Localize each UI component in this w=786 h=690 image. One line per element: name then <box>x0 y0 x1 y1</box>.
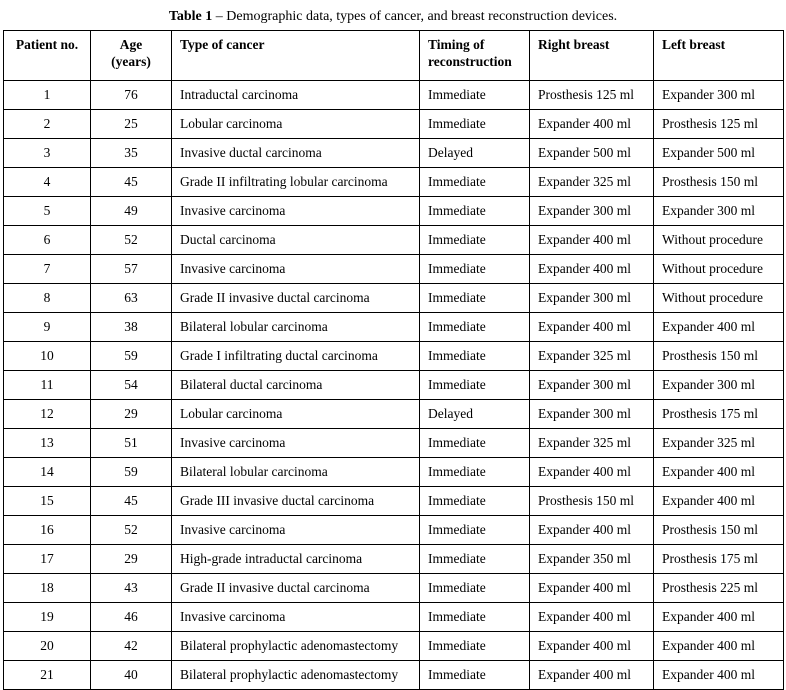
cell-right-breast: Prosthesis 150 ml <box>530 487 654 516</box>
cell-timing: Immediate <box>420 545 530 574</box>
cell-type-of-cancer: Lobular carcinoma <box>172 110 420 139</box>
cell-type-of-cancer: Bilateral lobular carcinoma <box>172 313 420 342</box>
cell-right-breast: Expander 400 ml <box>530 110 654 139</box>
cell-age: 45 <box>91 168 172 197</box>
cell-timing: Immediate <box>420 574 530 603</box>
table-caption-label: Table 1 <box>168 9 213 24</box>
table-row <box>4 458 784 487</box>
header-patient-no: Patient no. <box>4 31 91 81</box>
cell-patient-no: 5 <box>4 197 91 226</box>
cell-patient-no: 6 <box>4 226 91 255</box>
table-row <box>4 81 784 110</box>
cell-age: 52 <box>91 516 172 545</box>
cell-patient-no: 18 <box>4 574 91 603</box>
cell-left-breast: Expander 400 ml <box>654 487 784 516</box>
cell-timing: Immediate <box>420 110 530 139</box>
cell-left-breast: Expander 300 ml <box>654 371 784 400</box>
cell-timing: Immediate <box>420 632 530 661</box>
cell-left-breast: Prosthesis 125 ml <box>654 110 784 139</box>
cell-timing: Immediate <box>420 342 530 371</box>
cell-timing: Immediate <box>420 603 530 632</box>
table-row <box>4 342 784 371</box>
table-row <box>4 545 784 574</box>
header-left-breast: Left breast <box>654 31 784 81</box>
cell-right-breast: Expander 300 ml <box>530 400 654 429</box>
cell-age: 49 <box>91 197 172 226</box>
cell-patient-no: 19 <box>4 603 91 632</box>
cell-right-breast: Expander 325 ml <box>530 168 654 197</box>
table-row <box>4 661 784 690</box>
cell-left-breast: Prosthesis 150 ml <box>654 168 784 197</box>
cell-timing: Immediate <box>420 487 530 516</box>
cell-left-breast: Without procedure <box>654 284 784 313</box>
cell-age: 57 <box>91 255 172 284</box>
cell-type-of-cancer: Grade II infiltrating lobular carcinoma <box>172 168 420 197</box>
header-timing <box>420 31 530 81</box>
cell-patient-no: 4 <box>4 168 91 197</box>
cell-type-of-cancer: Invasive carcinoma <box>172 255 420 284</box>
cell-type-of-cancer: Invasive ductal carcinoma <box>172 139 420 168</box>
cell-age: 45 <box>91 487 172 516</box>
cell-patient-no: 1 <box>4 81 91 110</box>
cell-patient-no: 3 <box>4 139 91 168</box>
cell-age: 29 <box>91 545 172 574</box>
cell-patient-no: 15 <box>4 487 91 516</box>
cell-type-of-cancer: Bilateral lobular carcinoma <box>172 458 420 487</box>
cell-right-breast: Expander 400 ml <box>530 661 654 690</box>
cell-left-breast: Prosthesis 175 ml <box>654 545 784 574</box>
cell-right-breast: Expander 400 ml <box>530 313 654 342</box>
cell-type-of-cancer: Grade II invasive ductal carcinoma <box>172 574 420 603</box>
cell-left-breast: Expander 400 ml <box>654 458 784 487</box>
cell-right-breast: Expander 400 ml <box>530 458 654 487</box>
header-age-line2: (years) <box>111 54 151 69</box>
table-row <box>4 400 784 429</box>
cell-timing: Delayed <box>420 400 530 429</box>
cell-left-breast: Prosthesis 150 ml <box>654 516 784 545</box>
cell-type-of-cancer: Invasive carcinoma <box>172 603 420 632</box>
table-row <box>4 313 784 342</box>
cell-left-breast: Expander 325 ml <box>654 429 784 458</box>
cell-right-breast: Expander 400 ml <box>530 632 654 661</box>
cell-age: 59 <box>91 342 172 371</box>
cell-type-of-cancer: Grade I infiltrating ductal carcinoma <box>172 342 420 371</box>
table-row <box>4 603 784 632</box>
cell-left-breast: Without procedure <box>654 226 784 255</box>
table-row <box>4 139 784 168</box>
cell-type-of-cancer: Ductal carcinoma <box>172 226 420 255</box>
header-timing-line2: reconstruction <box>428 54 512 69</box>
cell-age: 52 <box>91 226 172 255</box>
table-row <box>4 516 784 545</box>
cell-right-breast: Expander 325 ml <box>530 342 654 371</box>
cell-timing: Immediate <box>420 226 530 255</box>
table-row <box>4 110 784 139</box>
cell-type-of-cancer: Bilateral ductal carcinoma <box>172 371 420 400</box>
cell-timing: Immediate <box>420 661 530 690</box>
cell-left-breast: Expander 400 ml <box>654 661 784 690</box>
cell-right-breast: Expander 400 ml <box>530 226 654 255</box>
demographic-table <box>3 30 784 690</box>
cell-right-breast: Expander 300 ml <box>530 284 654 313</box>
cell-type-of-cancer: Intraductal carcinoma <box>172 81 420 110</box>
cell-right-breast: Expander 300 ml <box>530 371 654 400</box>
header-age-line1: Age <box>119 37 143 52</box>
cell-right-breast: Expander 400 ml <box>530 574 654 603</box>
cell-left-breast: Prosthesis 225 ml <box>654 574 784 603</box>
cell-patient-no: 13 <box>4 429 91 458</box>
cell-age: 51 <box>91 429 172 458</box>
cell-timing: Immediate <box>420 516 530 545</box>
cell-patient-no: 17 <box>4 545 91 574</box>
cell-right-breast: Expander 300 ml <box>530 197 654 226</box>
cell-right-breast: Expander 400 ml <box>530 603 654 632</box>
cell-timing: Immediate <box>420 371 530 400</box>
cell-left-breast: Expander 300 ml <box>654 197 784 226</box>
cell-age: 40 <box>91 661 172 690</box>
cell-timing: Immediate <box>420 168 530 197</box>
cell-age: 43 <box>91 574 172 603</box>
cell-type-of-cancer: Bilateral prophylactic adenomastectomy <box>172 661 420 690</box>
cell-patient-no: 21 <box>4 661 91 690</box>
table-row <box>4 226 784 255</box>
cell-patient-no: 7 <box>4 255 91 284</box>
cell-patient-no: 20 <box>4 632 91 661</box>
cell-patient-no: 8 <box>4 284 91 313</box>
cell-left-breast: Expander 400 ml <box>654 313 784 342</box>
cell-left-breast: Without procedure <box>654 255 784 284</box>
cell-type-of-cancer: Grade II invasive ductal carcinoma <box>172 284 420 313</box>
cell-age: 59 <box>91 458 172 487</box>
cell-right-breast: Expander 500 ml <box>530 139 654 168</box>
cell-age: 35 <box>91 139 172 168</box>
cell-left-breast: Prosthesis 150 ml <box>654 342 784 371</box>
cell-timing: Immediate <box>420 255 530 284</box>
cell-age: 38 <box>91 313 172 342</box>
table-caption <box>0 8 786 26</box>
table-row <box>4 197 784 226</box>
cell-timing: Immediate <box>420 197 530 226</box>
cell-age: 63 <box>91 284 172 313</box>
cell-timing: Immediate <box>420 429 530 458</box>
header-right-breast: Right breast <box>530 31 654 81</box>
cell-left-breast: Expander 400 ml <box>654 603 784 632</box>
cell-timing: Immediate <box>420 81 530 110</box>
table-body <box>4 81 784 690</box>
cell-timing: Immediate <box>420 458 530 487</box>
cell-patient-no: 11 <box>4 371 91 400</box>
cell-left-breast: Expander 400 ml <box>654 632 784 661</box>
cell-right-breast: Expander 400 ml <box>530 516 654 545</box>
cell-patient-no: 9 <box>4 313 91 342</box>
table-header <box>4 31 784 81</box>
cell-patient-no: 14 <box>4 458 91 487</box>
cell-left-breast: Expander 300 ml <box>654 81 784 110</box>
table-row <box>4 487 784 516</box>
cell-right-breast: Prosthesis 125 ml <box>530 81 654 110</box>
cell-left-breast: Expander 500 ml <box>654 139 784 168</box>
cell-type-of-cancer: High-grade intraductal carcinoma <box>172 545 420 574</box>
cell-patient-no: 16 <box>4 516 91 545</box>
cell-left-breast: Prosthesis 175 ml <box>654 400 784 429</box>
header-age <box>91 31 172 81</box>
table-row <box>4 168 784 197</box>
cell-timing: Delayed <box>420 139 530 168</box>
cell-patient-no: 2 <box>4 110 91 139</box>
header-type-of-cancer: Type of cancer <box>172 31 420 81</box>
cell-type-of-cancer: Grade III invasive ductal carcinoma <box>172 487 420 516</box>
table-row <box>4 255 784 284</box>
table-row <box>4 371 784 400</box>
cell-patient-no: 10 <box>4 342 91 371</box>
cell-type-of-cancer: Invasive carcinoma <box>172 197 420 226</box>
table-caption-text: – Demographic data, types of cancer, and breast reconstruction devices. <box>212 9 618 24</box>
table-row <box>4 574 784 603</box>
cell-right-breast: Expander 400 ml <box>530 255 654 284</box>
cell-age: 54 <box>91 371 172 400</box>
cell-age: 76 <box>91 81 172 110</box>
cell-type-of-cancer: Invasive carcinoma <box>172 429 420 458</box>
cell-patient-no: 12 <box>4 400 91 429</box>
cell-age: 25 <box>91 110 172 139</box>
cell-age: 46 <box>91 603 172 632</box>
cell-type-of-cancer: Lobular carcinoma <box>172 400 420 429</box>
cell-type-of-cancer: Invasive carcinoma <box>172 516 420 545</box>
header-row <box>4 31 784 81</box>
cell-age: 42 <box>91 632 172 661</box>
cell-right-breast: Expander 325 ml <box>530 429 654 458</box>
table-row <box>4 632 784 661</box>
header-timing-line1: Timing of <box>428 37 485 52</box>
cell-age: 29 <box>91 400 172 429</box>
cell-right-breast: Expander 350 ml <box>530 545 654 574</box>
cell-timing: Immediate <box>420 284 530 313</box>
table-row <box>4 284 784 313</box>
cell-type-of-cancer: Bilateral prophylactic adenomastectomy <box>172 632 420 661</box>
table-row <box>4 429 784 458</box>
cell-timing: Immediate <box>420 313 530 342</box>
